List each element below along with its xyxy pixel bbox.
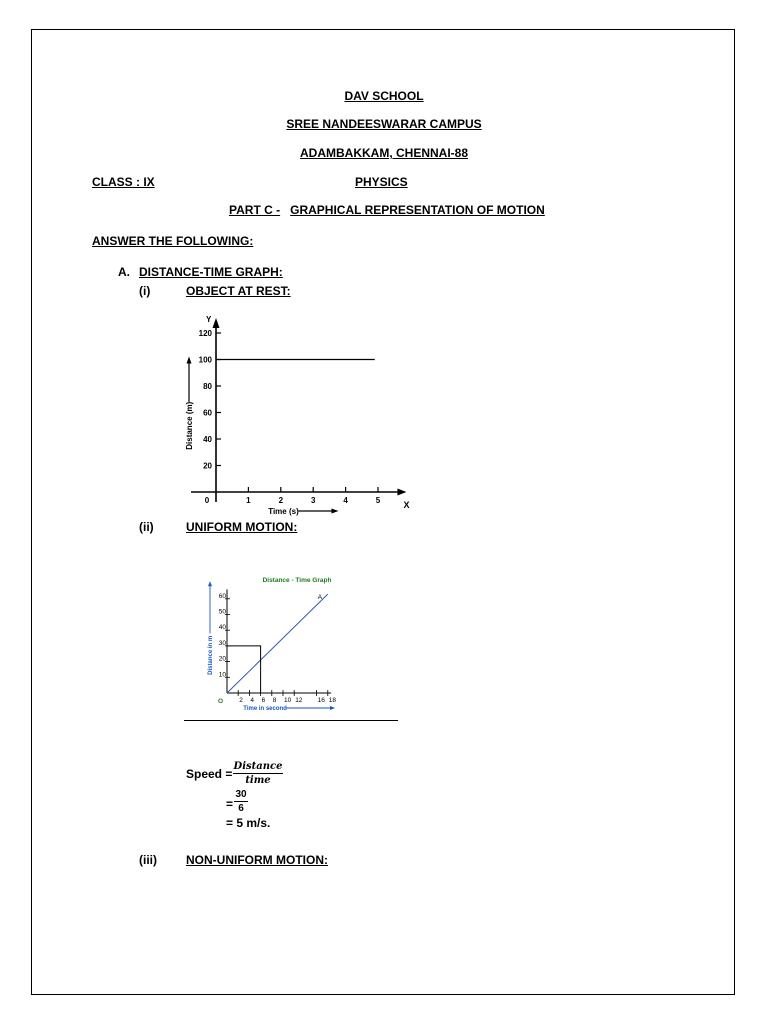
step2-equals: = xyxy=(226,797,234,811)
item-ii-marker: (ii) xyxy=(139,520,154,534)
school-address: ADAMBAKKAM, CHENNAI-88 xyxy=(300,146,468,160)
part-prefix: PART C - xyxy=(229,203,281,217)
section-a-marker: A. xyxy=(118,265,130,279)
y-axis-title: Distance in m xyxy=(208,635,214,675)
y-tick-label: 60 xyxy=(218,592,226,600)
subject-label: PHYSICS xyxy=(355,175,408,189)
y-axis-arrow xyxy=(213,318,220,328)
y-tick-label: 40 xyxy=(203,435,212,444)
y-tick-label: 60 xyxy=(203,408,212,418)
item-i-marker: (i) xyxy=(139,284,151,298)
y-tick-label: 30 xyxy=(218,639,226,647)
rest-graph xyxy=(180,312,410,518)
instruction: ANSWER THE FOLLOWING: xyxy=(92,234,254,248)
y-tick-label: 20 xyxy=(203,461,212,471)
section-a-title: DISTANCE-TIME GRAPH: xyxy=(139,265,283,279)
x-tick-label: 6 xyxy=(261,697,266,704)
class-label: CLASS : IX xyxy=(92,175,155,189)
y-tick-label: 100 xyxy=(198,355,212,365)
x-axis-name: X xyxy=(403,500,410,510)
y-axis-name: Y xyxy=(206,315,212,324)
y-tick-label: 20 xyxy=(218,655,226,663)
x-tick-label: 2 xyxy=(239,697,243,704)
graph-underline xyxy=(184,720,398,721)
item-iii-marker: (iii) xyxy=(139,853,157,867)
chart-title: Distance - Time Graph xyxy=(262,577,332,584)
fraction-numerator: Distance xyxy=(233,761,283,772)
x-title-arrow-head xyxy=(331,509,338,514)
origin-label: 0 xyxy=(204,496,210,505)
step2-bar xyxy=(234,801,248,802)
y-axis-title: Distance (m) xyxy=(185,401,194,450)
step2-numerator: 30 xyxy=(235,789,247,800)
uniform-motion-graph xyxy=(200,572,390,718)
campus-name: SREE NANDEESWARAR CAMPUS xyxy=(286,117,482,131)
x-tick-label: 18 xyxy=(328,697,337,704)
x-axis-title: Time in second xyxy=(243,706,287,712)
step2-denominator: 6 xyxy=(238,803,244,814)
y-tick-label: 80 xyxy=(203,382,212,391)
school-name: DAV SCHOOL xyxy=(344,89,424,103)
part-title: GRAPHICAL REPRESENTATION OF MOTION xyxy=(290,203,545,217)
speed-fraction xyxy=(233,761,283,786)
y-tick-label: 50 xyxy=(218,608,226,616)
part-heading xyxy=(229,203,545,217)
x-tick-label: 2 xyxy=(278,496,284,505)
line-label: A xyxy=(317,594,323,602)
speed-label: Speed = xyxy=(186,767,233,781)
x-tick-label: 16 xyxy=(317,697,325,704)
speed-result: = 5 m/s. xyxy=(226,816,271,830)
y-tick-label: 120 xyxy=(198,329,212,338)
series-line-a xyxy=(227,594,328,693)
x-tick-label: 3 xyxy=(310,496,316,505)
x-axis-arrow xyxy=(397,489,406,496)
item-ii-title: UNIFORM MOTION: xyxy=(186,520,298,534)
y-tick-label: 40 xyxy=(218,624,226,632)
item-iii-title: NON-UNIFORM MOTION: xyxy=(186,853,328,867)
item-i-title: OBJECT AT REST: xyxy=(186,284,291,298)
x-tick-label: 8 xyxy=(272,697,277,704)
x-title-arrow-head xyxy=(330,706,335,710)
highlight-guides xyxy=(227,646,261,693)
x-tick-label: 12 xyxy=(295,697,303,704)
x-tick-label: 4 xyxy=(250,697,255,704)
fraction-denominator: time xyxy=(245,775,271,786)
x-tick-label: 1 xyxy=(246,496,251,505)
y-tick-label: 10 xyxy=(218,671,226,679)
origin-label: O xyxy=(218,698,224,705)
y-title-arrow-head xyxy=(187,356,192,363)
x-tick-label: 10 xyxy=(284,697,292,704)
x-tick-label: 5 xyxy=(375,496,381,505)
x-tick-label: 4 xyxy=(343,496,348,505)
y-title-arrow-head xyxy=(208,581,212,586)
x-axis-title: Time (s) xyxy=(268,507,299,516)
step2-fraction xyxy=(234,789,248,814)
fraction-bar xyxy=(233,773,283,774)
